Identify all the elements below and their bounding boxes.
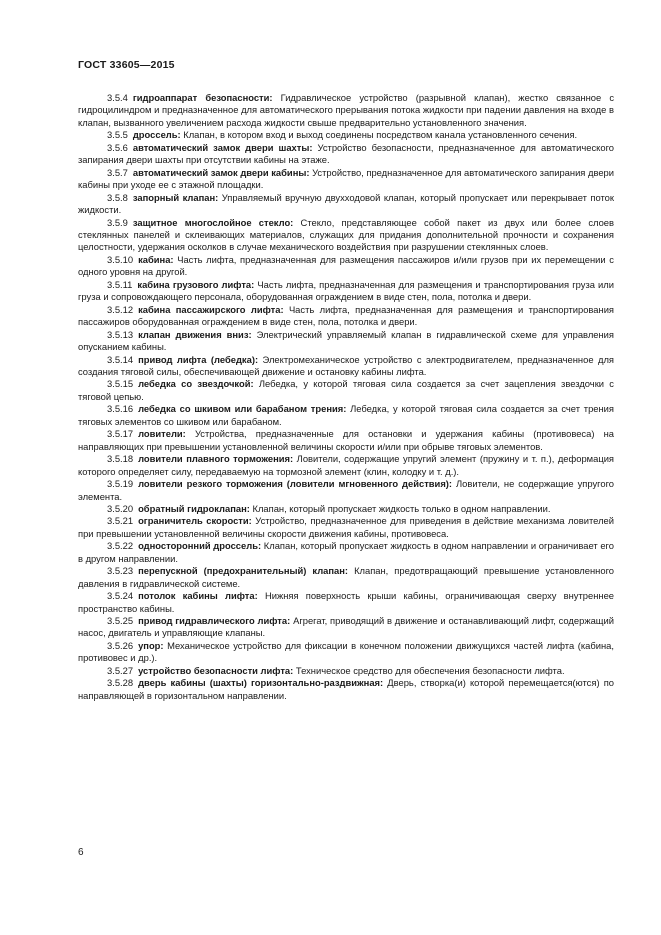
entry-term: упор: [138,639,164,651]
entry-definition: Клапан, предотвращающий превышение установленного давления в гидравлической системе. [78,565,614,589]
page-header-standard: ГОСТ 33605—2015 [78,59,175,71]
definitions-section [78,92,614,702]
definition-entry [78,167,614,192]
entry-number: 3.5.24 [107,590,134,602]
entry-number: 3.5.27 [107,664,134,676]
entry-number: 3.5.21 [107,515,134,527]
entry-term: кабина: [138,253,174,265]
entry-term: ловители резкого торможения (ловители мгновенного действия): [138,478,453,490]
page-number: 6 [78,847,84,858]
entry-number: 3.5.6 [107,141,128,153]
entry-number: 3.5.11 [107,278,133,290]
entry-definition: Дверь, створка(и) которой перемещается(ются) по направляющей в горизонтальном направлении. [78,677,614,701]
definition-entry [78,565,614,590]
entry-term: ловители: [138,428,186,440]
definition-entry [78,304,614,329]
entry-number: 3.5.12 [107,303,134,315]
entry-term: устройство безопасности лифта: [138,664,294,676]
entry-number: 3.5.18 [107,453,134,465]
definition-entry [78,403,614,428]
entry-definition: Механическое устройство для фиксации в конечном положении движущихся частей лифта (кабина, противовес и др.). [78,639,614,664]
definition-entry [78,142,614,167]
entry-definition: Ловители, содержащие упругий элемент (пружину и т. п.), деформация которого определяет силу, передаваемую на тормозной элемент (клин, колодку и т. д.). [78,453,615,477]
entry-number: 3.5.15 [107,378,134,390]
entry-definition: Лебедка, у которой тяговая сила создается за счет трения тяговых элементов со шкивом или барабаном. [78,403,614,427]
definition-entry [78,665,614,677]
definition-entry [78,590,614,615]
entry-term: кабина пассажирского лифта: [138,303,284,315]
entry-term: потолок кабины лифта: [138,590,258,602]
entry-definition: Часть лифта, предназначенная для размещения и транспортирования пассажиров оборудованная ограждением в виде стен, пола, потолка и двери. [78,303,615,328]
entry-number: 3.5.5 [107,129,128,141]
entry-term: кабина грузового лифта: [137,278,255,290]
entry-definition: Техническое средство для обеспечения безопасности лифта. [295,664,565,676]
entry-number: 3.5.23 [107,565,134,577]
entry-term: запорный клапан: [132,191,219,203]
definition-entry [78,515,614,540]
entry-definition: Устройства, предназначенные для остановки и удержания кабины (противовеса) на направляющих при превышении установленной величины скорости и/или при обрыве тяговых элементов. [78,428,614,452]
definition-entry [78,640,614,665]
entry-number: 3.5.8 [107,191,128,203]
entry-number: 3.5.19 [107,478,134,490]
definition-entry [78,92,614,129]
definition-entry [78,329,614,354]
entry-term: ограничитель скорости: [138,515,252,527]
entry-definition: Управляемый вручную двухходовой клапан, который пропускает или перекрывает поток жидкости. [78,191,614,216]
entry-term: дверь кабины (шахты) горизонтально-раздвижная: [138,677,384,689]
definition-entry [78,677,614,702]
entry-definition: Электрический управляемый клапан в гидравлической схеме для управления опусканием кабины. [78,328,614,353]
entry-term: привод гидравлического лифта: [138,615,291,627]
entry-number: 3.5.17 [107,428,134,440]
entry-definition: Ловители, не содержащие упругого элемента. [78,478,614,502]
entry-number: 3.5.16 [107,403,134,415]
entry-term: односторонний дроссель: [138,540,262,552]
entry-term: автоматический замок двери кабины: [132,166,310,178]
definition-entry [78,354,614,379]
entry-definition: Клапан, который пропускает жидкость в одном направлении и ограничивает его в другом направлении. [78,540,614,564]
entry-definition: Лебедка, у которой тяговая сила создается за счет зацепления звездочки с тяговой цепью. [78,378,614,402]
definition-entry [78,540,614,565]
definition-entry [78,254,614,279]
entry-number: 3.5.10 [107,253,134,265]
definition-entry [78,615,614,640]
entry-definition: Гидравлическое устройство (разрывной клапан), жестко связанное с гидроцилиндром и предназначенное для автоматического прерывания потока жидкости при падении давления на входе в клапан, вызванного увеличением расхода жидкости свыше предварительно установленного значения. [78,92,615,128]
entry-definition: Стекло, представляющее собой пакет из двух или более слоев стеклянных панелей и склеивающих материалов, служащих для придания дополнительной прочности и сохранения целостности, удержания осколков в случае механического воздействия при разрушении стеклянных слоев. [78,216,614,253]
entry-definition: Часть лифта, предназначенная для размещения и транспортирования груза или груза и сопровождающего персонала, оборудованная ограждением в виде стен, пола, потолка и двери. [78,278,614,303]
entry-definition: Устройство, предназначенное для автоматического запирания двери кабины при уходе ее с этажной площадки. [78,166,615,191]
definition-entry [78,428,614,453]
definition-entry [78,478,614,503]
entry-term: перепускной (предохранительный) клапан: [138,565,349,577]
entry-number: 3.5.28 [107,677,134,689]
entry-term: лебедка со звездочкой: [138,378,254,390]
entry-definition: Устройство безопасности, предназначенное для автоматического запирания двери шахты при отсутствии кабины на этаже. [78,141,615,166]
entry-number: 3.5.26 [107,639,134,651]
entry-number: 3.5.14 [107,353,134,365]
entry-number: 3.5.20 [107,502,134,514]
entry-number: 3.5.22 [107,540,134,552]
entry-term: обратный гидроклапан: [138,502,250,514]
definition-entry [78,279,614,304]
entry-definition: Часть лифта, предназначенная для размещения пассажиров и/или грузов при их перемещении с одного уровня на другой. [78,253,614,278]
entry-term: клапан движения вниз: [138,328,252,340]
entry-term: автоматический замок двери шахты: [132,141,313,153]
entry-definition: Агрегат, приводящий в движение и останавливающий лифт, содержащий насос, двигатель и управляющие клапаны. [78,615,614,639]
definition-entry [78,192,614,217]
entry-definition: Клапан, в котором вход и выход соединены посредством канала установленного сечения. [183,129,578,141]
entry-number: 3.5.7 [107,166,128,178]
entry-term: защитное многослойное стекло: [132,216,294,228]
entry-number: 3.5.9 [107,216,128,228]
entry-term: лебедка со шкивом или барабаном трения: [138,403,347,415]
entry-term: дроссель: [132,129,181,141]
entry-definition: Устройство, предназначенное для приведения в действие механизма ловителей при превышении установленной величины скорости движения кабины, противовеса. [78,515,614,539]
entry-number: 3.5.13 [107,328,134,340]
entry-number: 3.5.25 [107,615,134,627]
definition-entry [78,503,614,515]
entry-term: привод лифта (лебедка): [138,353,259,365]
entry-number: 3.5.4 [107,92,128,103]
entry-term: ловители плавного торможения: [138,453,294,465]
definition-entry [78,217,614,254]
entry-definition: Нижняя поверхность крыши кабины, ограничивающая сверху внутреннее пространство кабины. [78,590,615,614]
entry-definition: Клапан, который пропускает жидкость только в одном направлении. [252,502,551,514]
definition-entry [78,129,614,141]
definition-entry [78,453,614,478]
entry-term: гидроаппарат безопасности: [132,92,273,103]
entry-definition: Электромеханическое устройство с электродвигателем, предназначенное для создания тяговой силы, обеспечивающей движение и остановку кабины лифта. [78,353,614,377]
definition-entry [78,378,614,403]
